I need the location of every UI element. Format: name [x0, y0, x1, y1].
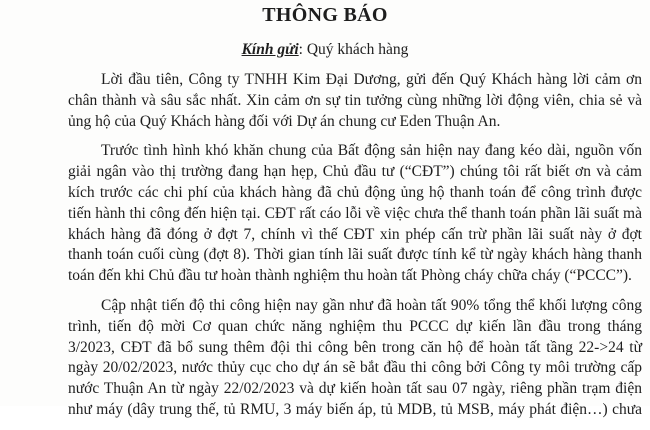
paragraph-line: 3/2023, CĐT đã bổ sung thêm đội thi công bên trong căn hộ để hoàn tất tầng 22->24 từ [68, 338, 642, 356]
salutation-recipient: : Quý khách hàng [298, 41, 409, 58]
paragraph [68, 296, 642, 421]
notice-title: THÔNG BÁO [262, 4, 388, 26]
salutation-line [0, 40, 650, 60]
paragraph-line: trình, tiến độ mời Cơ quan chức năng nghiệm thu PCCC dự kiến lần đầu trong tháng [68, 317, 642, 335]
paragraph-line: nước Thuận An từ ngày 22/02/2023 và dự kiến hoàn tất sau 07 ngày, riêng phần trạm điện [68, 380, 642, 398]
paragraph-line: Cập nhật tiến độ thi công hiện nay gần như đã hoàn tất 90% tổng thể khối lượng công [101, 296, 642, 314]
paragraph-line: khách hàng đã đóng ở đợt 7, chính vì thế CĐT xin phép cấn trừ phần lãi suất này ở đợt [68, 225, 642, 243]
paragraph-line: chân thành và sâu sắc nhất. Xin cảm ơn sự tin tưởng cùng những lời động viên, chia sẻ và [68, 91, 642, 109]
paragraph-line: thanh toán cuối cùng (đợt 8). Thời gian tính lãi suất được tính kể từ ngày khách hàng thanh [68, 246, 642, 264]
paragraph-line: giải ngân vào thị trường đang hạn hẹp, Chủ đầu tư (“CĐT”) chúng tôi rất biết ơn và cảm [68, 163, 642, 181]
paragraph-line: tiến hành thi công đến hiện tại. CĐT rất cáo lỗi về việc chưa thể thanh toán phần lãi suất mà [68, 204, 642, 222]
paragraph-line: Lời đầu tiên, Công ty TNHH Kim Đại Dương, gửi đến Quý Khách hàng lời cảm ơn [101, 71, 642, 88]
paragraph-line: ủng hộ của Quý Khách hàng đối với Dự án chung cư Eden Thuận An. [68, 112, 501, 130]
notice-body [68, 70, 642, 430]
paragraph-line: ngày 20/02/2023, nước thủy cục cho dự án sẽ bắt đầu thi công bởi Công ty môi trường cấp [68, 359, 642, 377]
paragraph-line: kích trước các chi phí của khách hàng đã chủ động ủng hộ thanh toán để công trình được [68, 183, 642, 201]
salutation-label: Kính gửi [241, 41, 299, 58]
paragraph-line: như máy (dây trung thế, tủ RMU, 3 máy biến áp, tủ MDB, tủ MSB, máy phát điện…) chưa [68, 400, 642, 418]
paragraph [68, 70, 642, 132]
paragraph-line: Trước tình hình khó khăn chung của Bất động sản hiện nay đang kéo dài, nguồn vốn [101, 142, 642, 160]
paragraph-line: toán đến khi Chủ đầu tư hoàn thành nghiệm thu hoàn tất Phòng cháy chữa cháy (“PCCC”). [68, 267, 632, 285]
paragraph [68, 141, 642, 287]
